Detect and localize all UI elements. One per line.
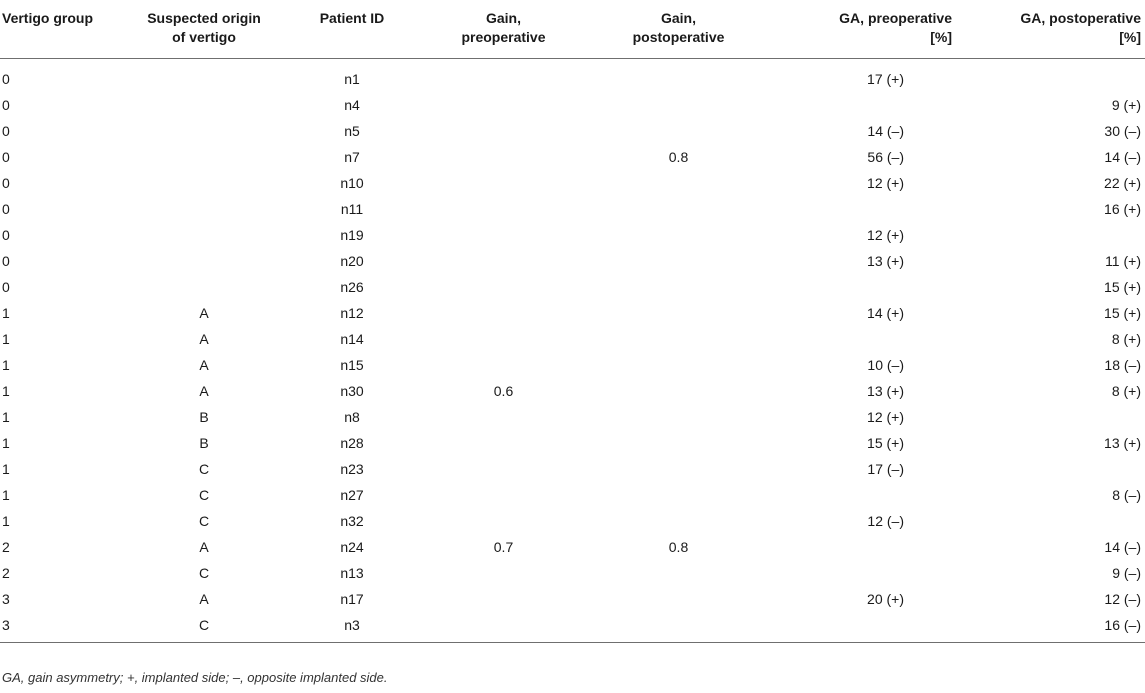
cell-gain-preoperative — [416, 586, 591, 612]
cell-ga-postoperative: 15 (+) — [1104, 304, 1141, 321]
cell-ga-preoperative — [766, 612, 956, 643]
header-line: [%] — [930, 29, 952, 45]
cell-patient-id: n12 — [340, 304, 364, 321]
cell-patient-id: n10 — [340, 174, 364, 191]
cell-ga-postoperative: 8 (+) — [1111, 382, 1141, 399]
cell-patient-id: n5 — [344, 122, 360, 139]
cell-suspected-origin: C — [198, 512, 210, 529]
cell-gain-postoperative — [591, 300, 766, 326]
cell-gain-postoperative — [591, 248, 766, 274]
header-ga-preoperative — [766, 0, 956, 58]
cell-gain-postoperative — [591, 92, 766, 118]
cell-ga-preoperative: 12 (+) — [867, 408, 904, 425]
cell-gain-preoperative — [416, 274, 591, 300]
cell-ga-postoperative: 14 (–) — [1104, 538, 1141, 555]
cell-gain-postoperative — [591, 352, 766, 378]
cell-gain-preoperative: 0.6 — [493, 382, 514, 399]
cell-vertigo-group: 0 — [2, 70, 10, 87]
cell-vertigo-group: 0 — [2, 174, 10, 191]
cell-gain-preoperative — [416, 508, 591, 534]
cell-gain-preoperative — [416, 92, 591, 118]
cell-gain-preoperative — [416, 248, 591, 274]
cell-gain-postoperative — [591, 586, 766, 612]
table-row — [0, 300, 1145, 326]
cell-gain-preoperative — [416, 456, 591, 482]
cell-vertigo-group: 3 — [0, 612, 120, 643]
cell-patient-id: n1 — [344, 70, 360, 87]
cell-suspected-origin — [120, 222, 288, 248]
cell-suspected-origin — [120, 92, 288, 118]
cell-suspected-origin — [120, 170, 288, 196]
header-suspected-origin — [120, 0, 288, 58]
cell-patient-id: n30 — [340, 382, 364, 399]
cell-ga-postoperative: 9 (+) — [1111, 96, 1141, 113]
cell-ga-postoperative: 8 (+) — [1111, 330, 1141, 347]
cell-vertigo-group: 1 — [2, 330, 10, 347]
cell-patient-id: n27 — [340, 486, 364, 503]
cell-ga-postoperative: 16 (+) — [1104, 200, 1141, 217]
cell-suspected-origin: C — [198, 486, 210, 503]
cell-patient-id: n32 — [340, 512, 364, 529]
cell-vertigo-group: 0 — [2, 200, 10, 217]
cell-suspected-origin: C — [198, 460, 210, 477]
table-row — [0, 58, 1145, 92]
cell-ga-postoperative — [956, 508, 1145, 534]
cell-vertigo-group: 2 — [2, 564, 10, 581]
cell-suspected-origin: A — [199, 590, 209, 607]
table-row — [0, 586, 1145, 612]
cell-gain-postoperative — [591, 196, 766, 222]
cell-gain-postoperative — [591, 378, 766, 404]
cell-vertigo-group: 1 — [2, 408, 10, 425]
header-line: GA, preoperative — [839, 10, 952, 26]
cell-patient-id: n19 — [340, 226, 364, 243]
table-row — [0, 118, 1145, 144]
cell-ga-preoperative: 12 (–) — [867, 512, 904, 529]
cell-ga-preoperative — [766, 560, 956, 586]
cell-gain-preoperative: 0.7 — [493, 538, 514, 555]
cell-vertigo-group: 1 — [2, 382, 10, 399]
cell-gain-postoperative — [591, 222, 766, 248]
table-row — [0, 482, 1145, 508]
header-gain-preoperative — [416, 0, 591, 58]
cell-gain-preoperative — [416, 58, 591, 92]
cell-gain-preoperative — [416, 300, 591, 326]
cell-gain-preoperative — [416, 118, 591, 144]
cell-patient-id: n11 — [340, 200, 364, 217]
cell-gain-postoperative — [591, 508, 766, 534]
table-row — [0, 612, 1145, 643]
cell-gain-postoperative — [591, 612, 766, 643]
table-body — [0, 58, 1145, 642]
cell-ga-preoperative: 14 (+) — [867, 304, 904, 321]
cell-gain-postoperative — [591, 456, 766, 482]
cell-patient-id: n23 — [340, 460, 364, 477]
cell-ga-postoperative: 13 (+) — [1104, 434, 1141, 451]
cell-ga-preoperative — [766, 326, 956, 352]
cell-suspected-origin: A — [199, 304, 209, 321]
cell-ga-postoperative — [956, 222, 1145, 248]
table-row — [0, 456, 1145, 482]
table-header — [0, 0, 1145, 58]
header-line: of vertigo — [172, 29, 236, 45]
cell-vertigo-group: 0 — [2, 96, 10, 113]
cell-ga-preoperative: 17 (–) — [867, 460, 904, 477]
cell-vertigo-group: 0 — [2, 278, 10, 295]
header-line: Suspected origin — [147, 10, 261, 26]
cell-ga-postoperative: 15 (+) — [1104, 278, 1141, 295]
cell-ga-preoperative: 13 (+) — [867, 382, 904, 399]
cell-gain-preoperative — [416, 196, 591, 222]
table-row — [0, 170, 1145, 196]
cell-gain-postoperative — [591, 326, 766, 352]
table-row — [0, 534, 1145, 560]
cell-patient-id: n8 — [344, 408, 360, 425]
cell-ga-postoperative: 8 (–) — [1112, 486, 1141, 503]
cell-patient-id: n24 — [340, 538, 364, 555]
table-row — [0, 144, 1145, 170]
cell-gain-preoperative — [416, 404, 591, 430]
cell-suspected-origin: A — [199, 330, 209, 347]
cell-gain-postoperative — [591, 274, 766, 300]
cell-patient-id: n4 — [344, 96, 360, 113]
cell-ga-preoperative: 14 (–) — [867, 122, 904, 139]
cell-ga-preoperative — [766, 274, 956, 300]
cell-ga-postoperative — [956, 58, 1145, 92]
table-row — [0, 196, 1145, 222]
cell-ga-preoperative: 10 (–) — [867, 356, 904, 373]
cell-vertigo-group: 0 — [2, 226, 10, 243]
cell-gain-preoperative — [416, 482, 591, 508]
header-patient-id — [288, 0, 416, 58]
cell-gain-postoperative — [591, 430, 766, 456]
cell-vertigo-group: 0 — [2, 148, 10, 165]
cell-ga-postoperative: 9 (–) — [1112, 564, 1141, 581]
header-line: postoperative — [632, 29, 725, 45]
table-footnote: GA, gain asymmetry; +, implanted side; –, opposite implanted side. — [2, 670, 388, 685]
cell-suspected-origin — [120, 118, 288, 144]
cell-vertigo-group: 1 — [2, 304, 10, 321]
header-gain-postoperative — [591, 0, 766, 58]
cell-vertigo-group: 1 — [2, 512, 10, 529]
cell-ga-postoperative — [956, 404, 1145, 430]
header-row — [0, 0, 1145, 58]
cell-vertigo-group: 1 — [2, 434, 10, 451]
cell-gain-postoperative — [591, 560, 766, 586]
cell-suspected-origin: B — [199, 408, 209, 425]
cell-gain-preoperative — [416, 170, 591, 196]
cell-suspected-origin: C — [198, 564, 210, 581]
cell-ga-postoperative: 12 (–) — [1104, 590, 1141, 607]
header-vertigo-group — [0, 0, 120, 58]
table-row — [0, 352, 1145, 378]
cell-ga-preoperative: 13 (+) — [867, 252, 904, 269]
header-line: Gain, — [660, 10, 696, 26]
cell-ga-postoperative: 18 (–) — [1104, 356, 1141, 373]
cell-suspected-origin — [120, 248, 288, 274]
cell-patient-id: n7 — [344, 148, 360, 165]
header-line: GA, postoperative — [1020, 10, 1141, 26]
cell-suspected-origin — [120, 58, 288, 92]
cell-patient-id: n3 — [288, 612, 416, 643]
cell-patient-id: n13 — [340, 564, 364, 581]
cell-gain-postoperative — [591, 482, 766, 508]
cell-patient-id: n28 — [340, 434, 364, 451]
cell-ga-preoperative: 56 (–) — [867, 148, 904, 165]
cell-gain-postoperative — [591, 170, 766, 196]
table-row — [0, 508, 1145, 534]
cell-ga-preoperative — [766, 534, 956, 560]
cell-vertigo-group: 3 — [2, 590, 10, 607]
cell-suspected-origin — [120, 196, 288, 222]
header-line: [%] — [1119, 29, 1141, 45]
cell-ga-postoperative: 11 (+) — [1105, 252, 1141, 269]
cell-ga-postoperative: 16 (–) — [956, 612, 1145, 643]
header-ga-postoperative — [956, 0, 1145, 58]
cell-ga-postoperative: 14 (–) — [1104, 148, 1141, 165]
cell-gain-preoperative — [416, 430, 591, 456]
table-row — [0, 274, 1145, 300]
cell-suspected-origin: A — [199, 382, 209, 399]
cell-gain-postoperative: 0.8 — [668, 538, 689, 555]
cell-gain-preoperative — [416, 352, 591, 378]
table-row — [0, 560, 1145, 586]
cell-vertigo-group: 0 — [2, 252, 10, 269]
cell-vertigo-group: 1 — [2, 356, 10, 373]
cell-ga-preoperative: 12 (+) — [867, 226, 904, 243]
cell-suspected-origin: C — [120, 612, 288, 643]
cell-suspected-origin: A — [199, 538, 209, 555]
cell-gain-preoperative — [416, 326, 591, 352]
header-line: Gain, — [485, 10, 521, 26]
table-row — [0, 92, 1145, 118]
cell-gain-postoperative: 0.8 — [668, 148, 689, 165]
cell-ga-postoperative — [956, 456, 1145, 482]
cell-ga-postoperative: 30 (–) — [1104, 122, 1141, 139]
cell-gain-preoperative — [416, 560, 591, 586]
cell-patient-id: n15 — [340, 356, 364, 373]
cell-vertigo-group: 0 — [2, 122, 10, 139]
table-row — [0, 378, 1145, 404]
cell-ga-preoperative: 15 (+) — [867, 434, 904, 451]
header-line: preoperative — [461, 29, 546, 45]
cell-gain-postoperative — [591, 118, 766, 144]
cell-suspected-origin: A — [199, 356, 209, 373]
cell-gain-postoperative — [591, 404, 766, 430]
cell-suspected-origin: B — [199, 434, 209, 451]
cell-patient-id: n17 — [340, 590, 364, 607]
cell-gain-preoperative — [416, 222, 591, 248]
cell-ga-preoperative — [766, 92, 956, 118]
table-row — [0, 222, 1145, 248]
cell-ga-preoperative: 12 (+) — [867, 174, 904, 191]
cell-ga-postoperative: 22 (+) — [1104, 174, 1141, 191]
cell-vertigo-group: 2 — [2, 538, 10, 555]
cell-suspected-origin — [120, 274, 288, 300]
table-row — [0, 404, 1145, 430]
cell-vertigo-group: 1 — [2, 460, 10, 477]
cell-patient-id: n20 — [340, 252, 364, 269]
cell-suspected-origin — [120, 144, 288, 170]
header-line: Patient ID — [319, 10, 385, 26]
table-row — [0, 326, 1145, 352]
table-row — [0, 430, 1145, 456]
cell-ga-preoperative: 17 (+) — [867, 70, 904, 87]
cell-gain-postoperative — [591, 58, 766, 92]
cell-ga-preoperative — [766, 196, 956, 222]
table-row — [0, 248, 1145, 274]
cell-ga-preoperative: 20 (+) — [867, 590, 904, 607]
cell-vertigo-group: 1 — [2, 486, 10, 503]
cell-patient-id: n14 — [340, 330, 364, 347]
cell-gain-preoperative — [416, 612, 591, 643]
header-line: Vertigo group — [2, 10, 93, 26]
cell-patient-id: n26 — [340, 278, 364, 295]
cell-ga-preoperative — [766, 482, 956, 508]
cell-gain-preoperative — [416, 144, 591, 170]
